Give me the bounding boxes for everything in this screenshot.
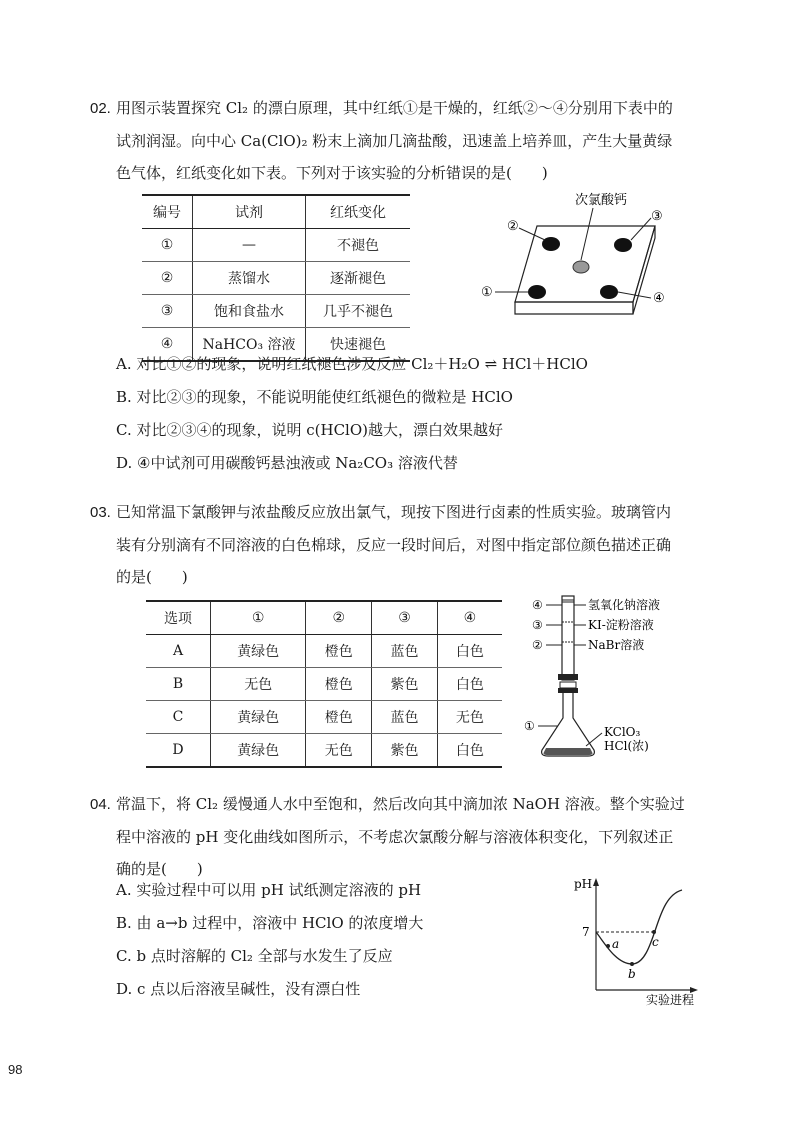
table-cell: 无色	[437, 701, 502, 734]
table-cell: 白色	[437, 668, 502, 701]
table-cell: 蓝色	[372, 635, 438, 668]
red-paper-4	[600, 285, 618, 299]
question-03-stem-line2: 装有分别滴有不同溶液的白色棉球，反应一段时间后，对图中指定部位颜色描述正确	[116, 536, 672, 554]
question-04-options	[116, 874, 536, 1006]
question-03-stem-line3: 的是( )	[116, 568, 188, 586]
table-cell: 黄绿色	[211, 701, 306, 734]
table-cell: ①	[142, 229, 193, 262]
table-cell: 橙色	[306, 668, 372, 701]
option-a: A. 对比①②的现象，说明红纸褪色涉及反应 Cl₂＋H₂O ⇌ HCl＋HClO	[116, 355, 588, 373]
table-cell: 白色	[437, 734, 502, 768]
point-c-label: c	[652, 935, 659, 949]
question-02-stem-line3: 色气体，红纸变化如下表。下列对于该实验的分析错误的是( )	[116, 164, 548, 182]
option-d: D. ④中试剂可用碳酸钙悬浊液或 Na₂CO₃ 溶液代替	[116, 454, 458, 472]
table-cell: 逐渐褪色	[306, 262, 411, 295]
table-cell: B	[146, 668, 211, 701]
table-header: ③	[372, 601, 438, 635]
table-cell: ③	[142, 295, 193, 328]
point-a	[606, 944, 610, 948]
table-row	[146, 668, 502, 701]
ph-curve	[596, 890, 682, 964]
mark-3: ③	[651, 209, 663, 224]
option-a: A. 实验过程中可以用 pH 试纸测定溶液的 pH	[116, 881, 422, 899]
color-table	[146, 600, 502, 768]
glass-tube	[562, 596, 574, 680]
table-row	[146, 635, 502, 668]
table-cell: 黄绿色	[211, 635, 306, 668]
option-b: B. 对比②③的现象，不能说明能使红纸褪色的微粒是 HClO	[116, 388, 513, 406]
y-axis-label: pH	[574, 877, 593, 891]
table-cell: 饱和食盐水	[193, 295, 306, 328]
hcl-label: HCl(浓)	[604, 739, 649, 753]
table-header-row	[142, 195, 410, 229]
table-cell: NaHCO₃ 溶液	[193, 328, 306, 362]
question-04-stem-line2: 程中溶液的 pH 变化曲线如图所示，不考虑次氯酸分解与溶液体积变化，下列叙述正	[116, 828, 674, 846]
table-cell: 几乎不褪色	[306, 295, 411, 328]
question-02-options	[116, 348, 706, 480]
nabr-label: NaBr溶液	[588, 638, 645, 652]
table-header: ④	[437, 601, 502, 635]
mark-2: ②	[507, 219, 519, 234]
red-paper-1	[528, 285, 546, 299]
table-cell: A	[146, 635, 211, 668]
table-cell: —	[193, 229, 306, 262]
table-row	[146, 734, 502, 768]
plate-side	[633, 226, 655, 314]
question-04-stem-line3: 确的是( )	[116, 860, 203, 878]
table-cell: 蓝色	[372, 701, 438, 734]
table-row	[142, 262, 410, 295]
question-04-stem: 04. 常温下，将 Cl₂ 缓慢通人水中至饱和，然后改向其中滴加浓 NaOH 溶液。整个实验过	[90, 795, 685, 813]
table-cell: 紫色	[372, 734, 438, 768]
table-cell: 不褪色	[306, 229, 411, 262]
table-row	[142, 295, 410, 328]
option-d: D. c 点以后溶液呈碱性，没有漂白性	[116, 980, 361, 998]
question-02-stem-line2: 试剂润湿。向中心 Ca(ClO)₂ 粉末上滴加几滴盐酸，迅速盖上培养皿，产生大量黄绿	[116, 132, 673, 150]
mark-2: ②	[532, 638, 543, 652]
ki-starch-label: KI-淀粉溶液	[588, 618, 654, 632]
point-c	[652, 930, 656, 934]
table-cell: 白色	[437, 635, 502, 668]
mark-4: ④	[532, 598, 543, 612]
table-row	[146, 701, 502, 734]
table-cell: 黄绿色	[211, 734, 306, 768]
calcium-hypochlorite-label: 次氯酸钙	[575, 193, 628, 208]
table-cell: 快速褪色	[306, 328, 411, 362]
question-03-stem: 03. 已知常温下氯酸钾与浓盐酸反应放出氯气，现按下图进行卤素的性质实验。玻璃管内	[90, 503, 672, 521]
petri-plate-figure	[475, 182, 675, 327]
plate-front	[515, 302, 633, 314]
table-header: ①	[211, 601, 306, 635]
table-header: ②	[306, 601, 372, 635]
connector	[558, 674, 578, 680]
flask-contents	[544, 748, 593, 755]
question-03	[90, 496, 706, 593]
mark-4: ④	[653, 291, 665, 306]
table-cell: 橙色	[306, 635, 372, 668]
point-b	[630, 962, 634, 966]
table-cell: 紫色	[372, 668, 438, 701]
option-c: C. b 点时溶解的 Cl₂ 全部与水发生了反应	[116, 947, 393, 965]
table-cell: ④	[142, 328, 193, 362]
y-tick-7: 7	[582, 925, 590, 939]
table-cell: C	[146, 701, 211, 734]
mark-1: ①	[524, 719, 535, 733]
point-a-label: a	[612, 937, 620, 951]
mark-1: ①	[481, 285, 493, 300]
x-axis-label: 实验进程	[646, 993, 695, 1007]
table-row	[142, 229, 410, 262]
table-header-row	[146, 601, 502, 635]
table-cell: 蒸馏水	[193, 262, 306, 295]
mark-3: ③	[532, 618, 543, 632]
powder-center	[573, 261, 589, 273]
table-header: 试剂	[193, 195, 306, 229]
kclo3-label: KClO₃	[604, 725, 641, 739]
table-header: 红纸变化	[306, 195, 411, 229]
page-number: 98	[8, 1062, 23, 1077]
point-b-label: b	[628, 967, 636, 981]
question-04	[90, 788, 706, 885]
table-cell: 无色	[306, 734, 372, 768]
option-c: C. 对比②③④的现象，说明 c(HClO)越大，漂白效果越好	[116, 421, 504, 439]
table-cell: ②	[142, 262, 193, 295]
question-02-stem: 02. 用图示装置探究 Cl₂ 的漂白原理，其中红纸①是干燥的，红纸②～④分别用下表中的	[90, 99, 673, 117]
question-02	[90, 92, 706, 189]
table-cell: 无色	[211, 668, 306, 701]
table-cell: D	[146, 734, 211, 768]
red-paper-2	[542, 237, 560, 251]
table-header: 编号	[142, 195, 193, 229]
flask	[542, 693, 595, 756]
reagent-table	[142, 194, 410, 362]
option-b: B. 由 a→b 过程中，溶液中 HClO 的浓度增大	[116, 914, 424, 932]
naoh-label: 氢氧化钠溶液	[588, 598, 661, 612]
red-paper-3	[614, 238, 632, 252]
table-header: 选项	[146, 601, 211, 635]
apparatus-figure	[520, 590, 710, 768]
ph-curve-graph	[570, 872, 700, 1012]
table-cell: 橙色	[306, 701, 372, 734]
